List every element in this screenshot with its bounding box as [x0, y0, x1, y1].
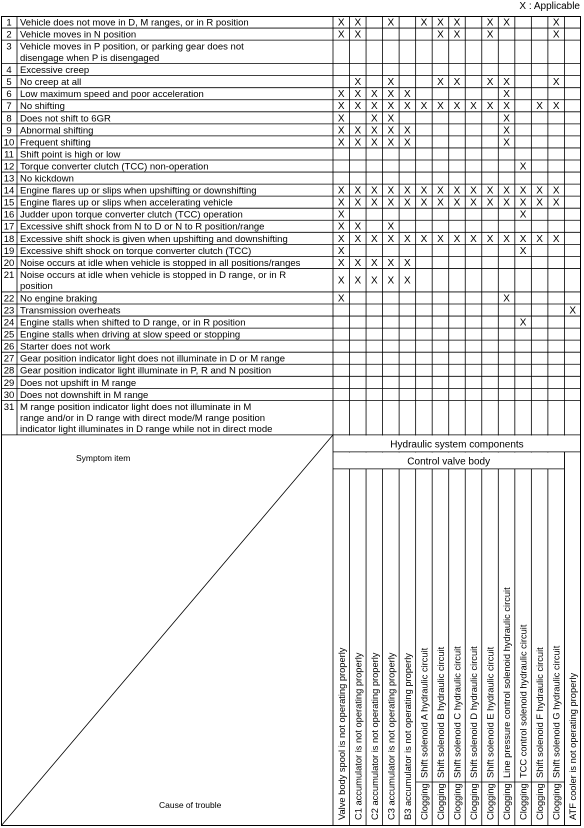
applicable-mark: X: [503, 17, 510, 29]
applicable-mark: X: [503, 137, 510, 149]
symptom-text: No creep at all: [20, 77, 82, 89]
applicable-mark: X: [370, 125, 378, 137]
applicable-mark: X: [420, 17, 428, 29]
applicable-mark: X: [486, 29, 494, 41]
column-label: Shift solenoid E hydraulic circuit: [485, 646, 496, 778]
applicable-mark: X: [354, 221, 362, 233]
applicable-mark: X: [404, 125, 411, 137]
row-number: 16: [3, 209, 15, 221]
applicable-mark: X: [337, 197, 345, 209]
row-number: 31: [3, 401, 15, 413]
applicable-mark: X: [354, 17, 362, 29]
column-prefix: Clogging: [469, 783, 480, 820]
applicable-mark: X: [354, 101, 362, 113]
applicable-mark: X: [536, 185, 543, 197]
applicable-mark: X: [569, 305, 577, 317]
applicable-mark: X: [387, 137, 395, 149]
applicable-mark: X: [354, 257, 362, 269]
applicable-mark: X: [437, 29, 444, 41]
applicable-mark: X: [337, 113, 345, 125]
applicable-mark: X: [503, 101, 510, 113]
applicable-mark: X: [503, 197, 510, 209]
column-label: ATF cooler is not operating properly: [568, 672, 579, 820]
symptom-text: Excessive shift shock is given when upshifting and downshifting: [20, 233, 288, 245]
applicable-mark: X: [404, 233, 411, 245]
applicable-mark: X: [387, 257, 395, 269]
applicable-mark: X: [437, 17, 444, 29]
symptom-text: No engine braking: [20, 293, 98, 305]
row-number: 20: [3, 257, 15, 269]
applicable-mark: X: [420, 197, 428, 209]
row-number: 6: [6, 89, 12, 101]
applicable-mark: X: [387, 101, 395, 113]
applicable-mark: X: [404, 89, 411, 101]
applicable-mark: X: [354, 137, 362, 149]
applicable-mark: X: [503, 77, 510, 89]
row-number: 30: [3, 389, 15, 401]
column-prefix: Clogging: [435, 783, 446, 820]
applicable-mark: X: [337, 137, 345, 149]
applicable-mark: X: [337, 293, 345, 305]
applicable-mark: X: [354, 77, 362, 89]
column-label: TCC control solenoid hydraulic circuit: [518, 624, 529, 778]
applicable-mark: X: [437, 185, 444, 197]
symptom-item-label: Symptom item: [76, 452, 131, 463]
applicable-mark: X: [536, 101, 543, 113]
applicable-mark: X: [387, 185, 395, 197]
row-number: 17: [3, 221, 15, 233]
applicable-mark: X: [486, 197, 494, 209]
applicable-mark: X: [387, 89, 395, 101]
applicable-mark: X: [370, 233, 378, 245]
applicable-mark: X: [404, 275, 411, 287]
applicable-mark: X: [370, 113, 378, 125]
group-title: Hydraulic system components: [390, 439, 524, 451]
row-number: 9: [6, 125, 12, 137]
applicable-mark: X: [486, 101, 494, 113]
column-label: Shift solenoid A hydraulic circuit: [419, 647, 430, 778]
applicable-legend: X : Applicable: [519, 1, 580, 12]
symptom-text: Does not downshift in M range: [20, 389, 149, 401]
symptom-text: Excessive shift shock on torque converter clutch (TCC): [20, 245, 252, 257]
applicable-mark: X: [503, 89, 510, 101]
applicable-mark: X: [354, 185, 362, 197]
symptom-text: No kickdown: [20, 173, 74, 185]
row-number: 14: [3, 185, 15, 197]
applicable-mark: X: [337, 245, 345, 257]
troubleshooting-table: [1, 16, 581, 826]
symptom-text: Vehicle does not move in D, M ranges, or in R position: [20, 17, 249, 29]
symptom-text: position: [20, 281, 53, 293]
applicable-mark: X: [354, 29, 362, 41]
symptom-text: Shift point is high or low: [20, 149, 121, 161]
symptom-text: indicator light illuminates in D range while not in direct mode: [20, 424, 273, 436]
symptom-text: Frequent shifting: [20, 137, 91, 149]
symptom-text: Vehicle moves in N position: [20, 29, 137, 41]
applicable-mark: X: [486, 17, 494, 29]
applicable-mark: X: [519, 209, 527, 221]
applicable-mark: X: [552, 233, 560, 245]
symptom-text: Engine flares up or slips when upshifting or downshifting: [20, 185, 257, 197]
row-number: 11: [4, 149, 14, 161]
row-number: 7: [6, 101, 12, 113]
symptom-text: Torque converter clutch (TCC) non-operation: [20, 161, 209, 173]
row-number: 5: [6, 77, 12, 89]
applicable-mark: X: [387, 113, 395, 125]
symptom-text: Gear position indicator light does not illuminate in D or M range: [20, 353, 286, 365]
applicable-mark: X: [536, 233, 543, 245]
column-prefix: Clogging: [535, 783, 546, 820]
applicable-mark: X: [519, 185, 527, 197]
applicable-mark: X: [370, 275, 378, 287]
column-label: C2 accumulator is not operating properly: [369, 652, 380, 820]
applicable-mark: X: [437, 197, 444, 209]
column-label: Shift solenoid B hydraulic circuit: [435, 646, 446, 778]
column-label: Shift solenoid F hydraulic circuit: [535, 647, 546, 778]
applicable-mark: X: [470, 185, 477, 197]
symptom-text: Engine flares up or slips when accelerating vehicle: [20, 197, 233, 209]
applicable-mark: X: [387, 77, 395, 89]
row-number: 15: [3, 197, 15, 209]
symptom-text: Starter does not work: [20, 341, 111, 353]
row-number: 21: [3, 269, 15, 281]
applicable-mark: X: [354, 275, 362, 287]
applicable-mark: X: [337, 185, 345, 197]
column-prefix: Clogging: [419, 783, 430, 820]
cause-of-trouble-label: Cause of trouble: [159, 800, 222, 810]
row-number: 1: [6, 17, 12, 29]
applicable-mark: X: [370, 89, 378, 101]
symptom-text: Noise occurs at idle when vehicle is stopped in all positions/ranges: [20, 257, 301, 269]
corner-diagonal: [1, 435, 333, 826]
symptom-text: range and/or in D range with direct mode/M range position: [20, 412, 266, 424]
applicable-mark: X: [337, 209, 345, 221]
row-number: 26: [3, 341, 15, 353]
applicable-mark: X: [337, 221, 345, 233]
symptom-text: Engine stalls when driving at slow speed or stopping: [20, 329, 241, 341]
applicable-mark: X: [370, 257, 378, 269]
symptom-text: Transmission overheats: [20, 305, 121, 317]
applicable-mark: X: [337, 125, 345, 137]
applicable-mark: X: [437, 233, 444, 245]
applicable-mark: X: [404, 185, 411, 197]
symptom-text: disengage when P is disengaged: [20, 52, 160, 64]
symptom-text: Noise occurs at idle when vehicle is stopped in D range, or in R: [20, 269, 287, 281]
applicable-mark: X: [420, 233, 428, 245]
column-label: B3 accumulator is not operating properly: [402, 653, 413, 820]
subgroup-title: Control valve body: [407, 456, 491, 468]
row-number: 25: [3, 329, 15, 341]
row-number: 8: [6, 113, 12, 125]
applicable-mark: X: [552, 29, 560, 41]
applicable-mark: X: [354, 89, 362, 101]
applicable-mark: X: [354, 233, 362, 245]
applicable-mark: X: [337, 233, 345, 245]
applicable-mark: X: [503, 233, 510, 245]
row-number: 23: [3, 305, 15, 317]
applicable-mark: X: [453, 77, 461, 89]
row-number: 13: [3, 173, 15, 185]
applicable-mark: X: [420, 185, 428, 197]
row-number: 3: [6, 41, 12, 53]
applicable-mark: X: [337, 29, 345, 41]
applicable-mark: X: [354, 125, 362, 137]
applicable-mark: X: [486, 185, 494, 197]
applicable-mark: X: [486, 77, 494, 89]
applicable-mark: X: [552, 197, 560, 209]
applicable-mark: X: [519, 245, 527, 257]
table-grid: [1, 16, 581, 826]
applicable-mark: X: [337, 17, 345, 29]
applicable-mark: X: [470, 197, 477, 209]
applicable-mark: X: [486, 233, 494, 245]
applicable-mark: X: [370, 197, 378, 209]
row-number: 24: [3, 317, 15, 329]
symptom-text: Judder upon torque converter clutch (TCC) operation: [20, 209, 243, 221]
applicable-mark: X: [437, 101, 444, 113]
row-number: 4: [6, 65, 12, 77]
applicable-mark: X: [370, 185, 378, 197]
column-prefix: Clogging: [485, 783, 496, 820]
applicable-mark: X: [337, 89, 345, 101]
applicable-mark: X: [453, 197, 461, 209]
symptom-text: Excessive creep: [20, 65, 90, 77]
applicable-mark: X: [387, 125, 395, 137]
applicable-mark: X: [387, 17, 395, 29]
symptom-text: No shifting: [20, 101, 65, 113]
column-label: C3 accumulator is not operating properly: [386, 652, 397, 820]
column-prefix: Clogging: [502, 783, 513, 820]
applicable-mark: X: [337, 275, 345, 287]
applicable-mark: X: [404, 101, 411, 113]
column-label: Shift solenoid C hydraulic circuit: [452, 646, 463, 778]
column-label: Line pressure control solenoid hydraulic circuit: [502, 587, 513, 778]
symptom-text: M range position indicator light does not illuminate in M: [20, 401, 252, 413]
applicable-mark: X: [552, 101, 560, 113]
applicable-mark: X: [519, 233, 527, 245]
symptom-text: Excessive shift shock from N to D or N to R position/range: [20, 221, 265, 233]
applicable-mark: X: [404, 137, 411, 149]
column-prefix: Clogging: [551, 783, 562, 820]
applicable-mark: X: [503, 185, 510, 197]
applicable-mark: X: [387, 221, 395, 233]
applicable-mark: X: [370, 137, 378, 149]
row-number: 27: [3, 353, 15, 365]
applicable-mark: X: [519, 197, 527, 209]
applicable-mark: X: [453, 17, 461, 29]
applicable-mark: X: [552, 185, 560, 197]
column-label: C1 accumulator is not operating properly: [353, 652, 364, 820]
row-number: 28: [3, 365, 15, 377]
row-number: 12: [3, 161, 15, 173]
applicable-mark: X: [536, 197, 543, 209]
applicable-mark: X: [387, 233, 395, 245]
applicable-mark: X: [519, 161, 527, 173]
row-number: 29: [3, 377, 15, 389]
applicable-mark: X: [470, 233, 477, 245]
applicable-mark: X: [503, 293, 510, 305]
row-number: 18: [3, 233, 15, 245]
column-label: Valve body spool is not operating properly: [336, 647, 347, 820]
row-number: 19: [3, 245, 15, 257]
column-label: Shift solenoid D hydraulic circuit: [469, 646, 480, 778]
applicable-mark: X: [404, 197, 411, 209]
symptom-text: Does not shift to 6GR: [20, 113, 111, 125]
applicable-mark: X: [552, 17, 560, 29]
row-number: 22: [3, 293, 15, 305]
applicable-mark: X: [453, 185, 461, 197]
applicable-mark: X: [503, 125, 510, 137]
applicable-mark: X: [387, 275, 395, 287]
applicable-mark: X: [337, 101, 345, 113]
row-number: 10: [3, 137, 15, 149]
applicable-mark: X: [503, 113, 510, 125]
symptom-text: Abnormal shifting: [20, 125, 94, 137]
applicable-mark: X: [519, 317, 527, 329]
applicable-mark: X: [437, 77, 444, 89]
symptom-text: Vehicle moves in P position, or parking gear does not: [20, 41, 244, 53]
applicable-mark: X: [453, 101, 461, 113]
applicable-mark: X: [387, 197, 395, 209]
symptom-text: Does not upshift in M range: [20, 377, 137, 389]
symptom-text: Low maximum speed and poor acceleration: [20, 89, 204, 101]
column-prefix: Clogging: [452, 783, 463, 820]
applicable-mark: X: [370, 101, 378, 113]
applicable-mark: X: [453, 233, 461, 245]
applicable-mark: X: [337, 257, 345, 269]
symptom-text: Engine stalls when shifted to D range, or in R position: [20, 317, 246, 329]
applicable-mark: X: [453, 29, 461, 41]
applicable-mark: X: [354, 197, 362, 209]
applicable-mark: X: [552, 77, 560, 89]
applicable-mark: X: [470, 101, 477, 113]
column-prefix: Clogging: [518, 783, 529, 820]
applicable-mark: X: [404, 257, 411, 269]
row-number: 2: [6, 29, 12, 41]
applicable-mark: X: [420, 101, 428, 113]
symptom-text: Gear position indicator light illuminate in P, R and N position: [20, 365, 272, 377]
column-label: Shift solenoid G hydraulic circuit: [551, 645, 562, 778]
